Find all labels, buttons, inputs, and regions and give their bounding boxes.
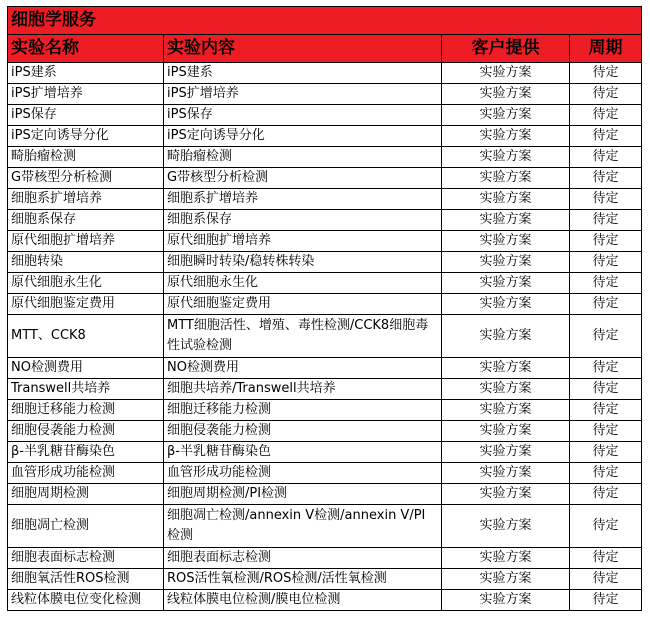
cell-provides: 实验方案	[442, 400, 570, 421]
table-row	[8, 569, 642, 590]
cell-content: iPS定向诱导分化	[164, 126, 442, 147]
cell-content: 细胞表面标志检测	[164, 548, 442, 569]
cell-cycle: 待定	[570, 484, 642, 505]
cell-cycle: 待定	[570, 569, 642, 590]
cell-provides: 实验方案	[442, 590, 570, 611]
cell-provides: 实验方案	[442, 421, 570, 442]
table-row	[8, 126, 642, 147]
table-row	[8, 231, 642, 252]
cell-content: 原代细胞永生化	[164, 273, 442, 294]
cell-provides: 实验方案	[442, 463, 570, 484]
table-row	[8, 147, 642, 168]
cell-content: 畸胎瘤检测	[164, 147, 442, 168]
cell-cycle: 待定	[570, 548, 642, 569]
cell-content: G带核型分析检测	[164, 168, 442, 189]
cell-provides: 实验方案	[442, 294, 570, 315]
cell-cycle: 待定	[570, 63, 642, 84]
cell-provides: 实验方案	[442, 210, 570, 231]
cell-content: β-半乳糖苷酶染色	[164, 442, 442, 463]
cell-cycle: 待定	[570, 210, 642, 231]
cell-name: 原代细胞鉴定费用	[8, 294, 164, 315]
cell-content: 细胞凋亡检测/annexin V检测/annexin V/PI检测	[164, 505, 442, 548]
table-row	[8, 84, 642, 105]
table-row	[8, 63, 642, 84]
cell-provides: 实验方案	[442, 168, 570, 189]
cell-content: iPS保存	[164, 105, 442, 126]
table-title-row	[8, 7, 642, 35]
table-row	[8, 105, 642, 126]
cell-name: 细胞侵袭能力检测	[8, 421, 164, 442]
table-row	[8, 294, 642, 315]
cell-name: 细胞转染	[8, 252, 164, 273]
cell-cycle: 待定	[570, 126, 642, 147]
cell-name: 细胞系保存	[8, 210, 164, 231]
header-experiment-name: 实验名称	[8, 35, 164, 63]
header-experiment-content: 实验内容	[164, 35, 442, 63]
cell-name: 原代细胞扩增培养	[8, 231, 164, 252]
cell-name: 原代细胞永生化	[8, 273, 164, 294]
cell-cycle: 待定	[570, 189, 642, 210]
cell-provides: 实验方案	[442, 442, 570, 463]
table-row	[8, 210, 642, 231]
cell-provides: 实验方案	[442, 126, 570, 147]
cell-provides: 实验方案	[442, 273, 570, 294]
cell-cycle: 待定	[570, 147, 642, 168]
cell-content: 细胞迁移能力检测	[164, 400, 442, 421]
cell-cycle: 待定	[570, 505, 642, 548]
cell-cycle: 待定	[570, 273, 642, 294]
cell-provides: 实验方案	[442, 189, 570, 210]
service-table	[7, 6, 642, 611]
table-row	[8, 548, 642, 569]
cell-name: 细胞表面标志检测	[8, 548, 164, 569]
table-row	[8, 273, 642, 294]
cell-name: 细胞周期检测	[8, 484, 164, 505]
cell-cycle: 待定	[570, 294, 642, 315]
table-row	[8, 463, 642, 484]
table-body	[8, 63, 642, 611]
table-row	[8, 442, 642, 463]
service-table-container	[7, 6, 641, 611]
cell-content: MTT细胞活性、增殖、毒性检测/CCK8细胞毒性试验检测	[164, 315, 442, 358]
cell-cycle: 待定	[570, 358, 642, 379]
cell-provides: 实验方案	[442, 231, 570, 252]
cell-name: iPS扩增培养	[8, 84, 164, 105]
cell-name: G带核型分析检测	[8, 168, 164, 189]
cell-cycle: 待定	[570, 252, 642, 273]
table-row	[8, 252, 642, 273]
cell-provides: 实验方案	[442, 484, 570, 505]
cell-content: NO检测费用	[164, 358, 442, 379]
cell-cycle: 待定	[570, 168, 642, 189]
cell-content: 细胞共培养/Transwell共培养	[164, 379, 442, 400]
cell-name: iPS保存	[8, 105, 164, 126]
cell-name: iPS定向诱导分化	[8, 126, 164, 147]
cell-cycle: 待定	[570, 421, 642, 442]
cell-cycle: 待定	[570, 231, 642, 252]
header-customer-provides: 客户提供	[442, 35, 570, 63]
cell-cycle: 待定	[570, 379, 642, 400]
cell-provides: 实验方案	[442, 105, 570, 126]
cell-cycle: 待定	[570, 400, 642, 421]
table-title: 细胞学服务	[8, 7, 642, 35]
cell-name: 细胞迁移能力检测	[8, 400, 164, 421]
cell-provides: 实验方案	[442, 252, 570, 273]
cell-name: β-半乳糖苷酶染色	[8, 442, 164, 463]
cell-provides: 实验方案	[442, 569, 570, 590]
cell-name: 细胞系扩增培养	[8, 189, 164, 210]
cell-name: 细胞氧活性ROS检测	[8, 569, 164, 590]
cell-name: MTT、CCK8	[8, 315, 164, 358]
cell-provides: 实验方案	[442, 315, 570, 358]
cell-provides: 实验方案	[442, 505, 570, 548]
cell-name: NO检测费用	[8, 358, 164, 379]
cell-content: iPS建系	[164, 63, 442, 84]
cell-content: 细胞侵袭能力检测	[164, 421, 442, 442]
cell-cycle: 待定	[570, 84, 642, 105]
cell-provides: 实验方案	[442, 84, 570, 105]
table-row	[8, 484, 642, 505]
cell-content: 细胞周期检测/PI检测	[164, 484, 442, 505]
cell-name: 线粒体膜电位变化检测	[8, 590, 164, 611]
table-row	[8, 379, 642, 400]
cell-content: iPS扩增培养	[164, 84, 442, 105]
cell-name: 畸胎瘤检测	[8, 147, 164, 168]
cell-content: 原代细胞鉴定费用	[164, 294, 442, 315]
table-row	[8, 315, 642, 358]
cell-name: iPS建系	[8, 63, 164, 84]
cell-provides: 实验方案	[442, 147, 570, 168]
cell-provides: 实验方案	[442, 379, 570, 400]
table-row	[8, 505, 642, 548]
cell-cycle: 待定	[570, 315, 642, 358]
cell-content: 细胞系扩增培养	[164, 189, 442, 210]
cell-name: Transwell共培养	[8, 379, 164, 400]
cell-name: 血管形成功能检测	[8, 463, 164, 484]
cell-cycle: 待定	[570, 463, 642, 484]
cell-content: 线粒体膜电位检测/膜电位检测	[164, 590, 442, 611]
table-row	[8, 400, 642, 421]
cell-cycle: 待定	[570, 590, 642, 611]
table-row	[8, 189, 642, 210]
table-row	[8, 168, 642, 189]
header-cycle: 周期	[570, 35, 642, 63]
table-row	[8, 590, 642, 611]
cell-content: 原代细胞扩增培养	[164, 231, 442, 252]
cell-content: 细胞瞬时转染/稳转株转染	[164, 252, 442, 273]
cell-name: 细胞凋亡检测	[8, 505, 164, 548]
cell-content: ROS活性氧检测/ROS检测/活性氧检测	[164, 569, 442, 590]
cell-cycle: 待定	[570, 442, 642, 463]
cell-content: 细胞系保存	[164, 210, 442, 231]
table-row	[8, 421, 642, 442]
table-header-row	[8, 35, 642, 63]
table-row	[8, 358, 642, 379]
cell-provides: 实验方案	[442, 358, 570, 379]
cell-cycle: 待定	[570, 105, 642, 126]
cell-content: 血管形成功能检测	[164, 463, 442, 484]
cell-provides: 实验方案	[442, 63, 570, 84]
cell-provides: 实验方案	[442, 548, 570, 569]
